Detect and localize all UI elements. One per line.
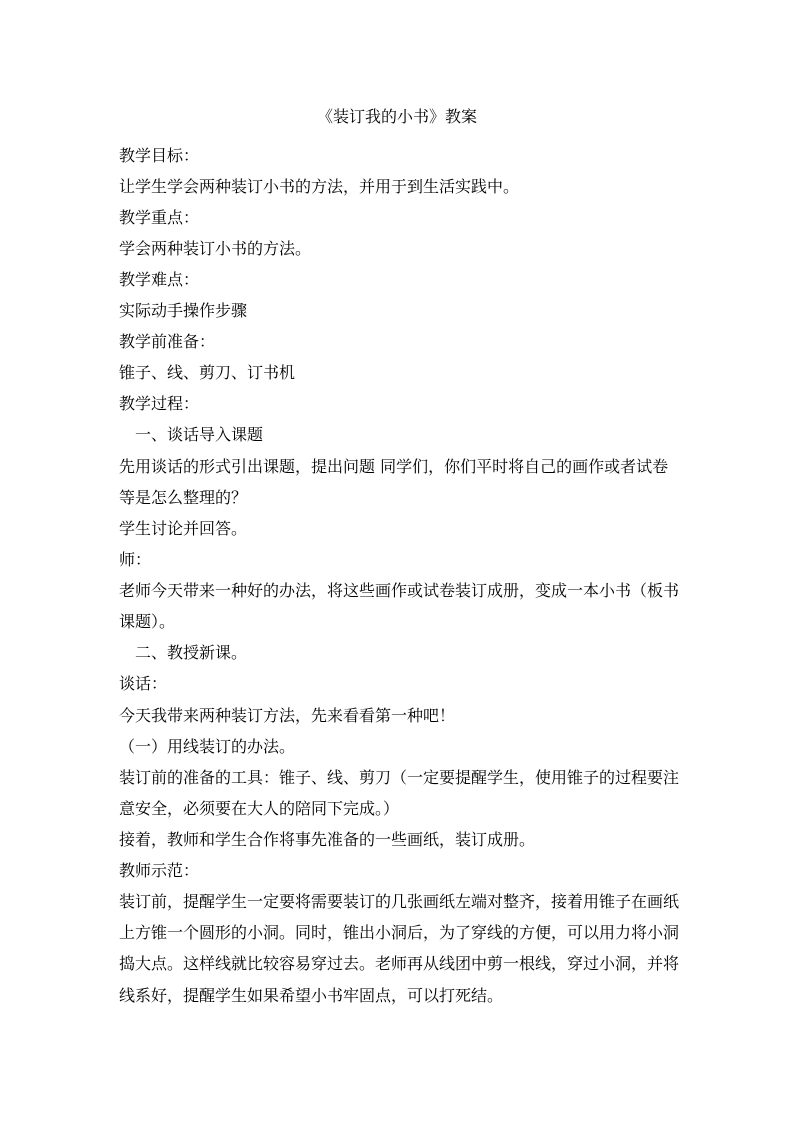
paragraph-line: 老师今天带来一种好的办法，将这些画作或试卷装订成册，变成一本小书（板书 <box>119 581 679 600</box>
section-heading-2: 二、教授新课。 <box>135 643 248 662</box>
paragraph-line: 让学生学会两种装订小书的方法，并用于到生活实践中。 <box>119 177 520 196</box>
paragraph-line: 课题）。 <box>119 612 176 631</box>
paragraph-line: 学生讨论并回答。 <box>119 519 248 538</box>
paragraph-line: 装订前，提醒学生一定要将需要装订的几张画纸左端对整齐，接着用锥子在画纸 <box>119 892 679 911</box>
paragraph-line: 意安全，必须要在大人的陪同下完成。） <box>119 799 400 818</box>
paragraph-line: 师： <box>119 550 152 569</box>
paragraph-line: 等是怎么整理的？ <box>119 488 248 507</box>
paragraph-line: 装订前的准备的工具：锥子、线、剪刀（一定要提醒学生，使用锥子的过程要注 <box>119 768 679 787</box>
heading-preparation: 教学前准备： <box>119 332 216 351</box>
heading-teaching-goal: 教学目标： <box>119 146 200 165</box>
paragraph-line: 今天我带来两种装订方法，先来看看第一种吧！ <box>119 706 456 725</box>
paragraph-line: 线系好，提醒学生如果希望小书牢固点，可以打死结。 <box>119 986 504 1005</box>
paragraph-line: 锥子、线、剪刀、订书机 <box>119 363 296 382</box>
paragraph-line: 谈话： <box>119 674 168 693</box>
section-heading-1: 一、谈话导入课题 <box>135 425 264 444</box>
paragraph-line: 实际动手操作步骤 <box>119 301 248 320</box>
paragraph-line: 接着，教师和学生合作将事先准备的一些画纸，装订成册。 <box>119 830 536 849</box>
heading-key-point: 教学重点： <box>119 208 200 227</box>
paragraph-line: 先用谈话的形式引出课题，提出问题 同学们，你们平时将自己的画作或者试卷 <box>119 457 669 476</box>
document-title: 《装订我的小书》教案 <box>316 107 477 126</box>
paragraph-line: 上方锥一个圆形的小洞。同时，锥出小洞后，为了穿线的方便，可以用力将小洞 <box>119 923 679 942</box>
heading-difficulty: 教学难点： <box>119 270 200 289</box>
paragraph-line: 学会两种装订小书的方法。 <box>119 239 312 258</box>
paragraph-line: 捣大点。这样线就比较容易穿过去。老师再从线团中剪一根线，穿过小洞，并将 <box>119 954 679 973</box>
sub-heading-1: （一）用线装订的办法。 <box>119 737 296 756</box>
paragraph-line: 教师示范： <box>119 861 200 880</box>
heading-process: 教学过程： <box>119 394 200 413</box>
